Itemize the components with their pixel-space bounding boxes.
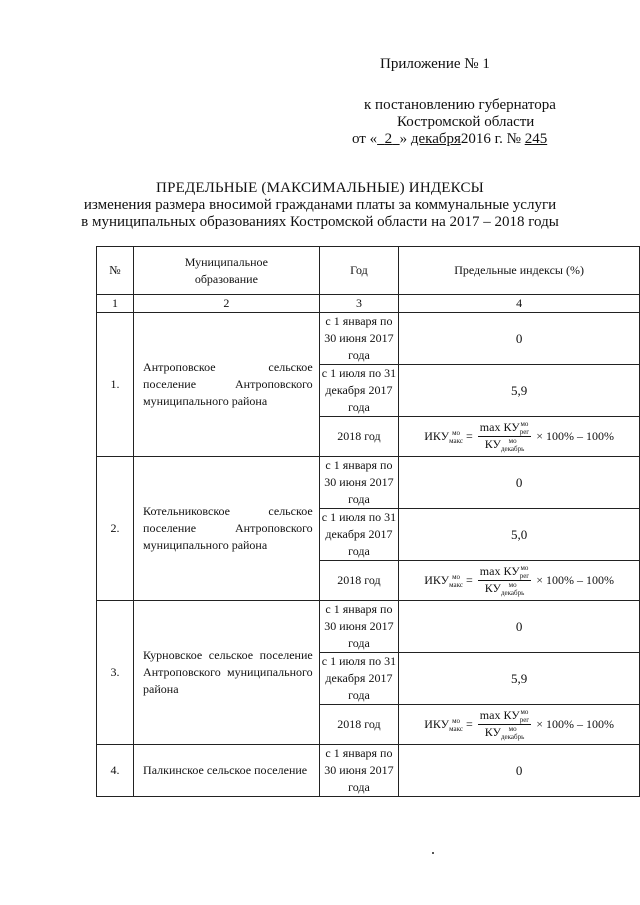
period: с 1 июля по 31 декабря 2017 года (319, 509, 399, 561)
row-number: 2. (97, 457, 134, 601)
date-prefix: от « (352, 131, 378, 147)
index-formula (399, 705, 640, 745)
formula (399, 564, 639, 598)
period: с 1 января по 30 июня 2017 года (319, 601, 399, 653)
table-row (97, 313, 640, 365)
municipality-name: Палкинское сельское поселение (134, 745, 320, 797)
scan-speck (432, 852, 434, 854)
annex-line-1: к постановлению губернатора (364, 97, 556, 113)
col-number: 4 (399, 295, 640, 313)
row-number: 4. (97, 745, 134, 797)
municipality-name: Антроповское сельское поселение Антроповского муниципального района (134, 313, 320, 457)
formula-lhs: ИКУ мо макс (424, 428, 463, 446)
index-value: 0 (399, 745, 640, 797)
date-year: 2016 г. № (460, 131, 521, 147)
formula-eq: = (466, 717, 473, 731)
formula-lhs: ИКУ мо макс (424, 716, 463, 734)
formula-fraction: max КУ мо рег КУ мо декабрь (479, 563, 530, 598)
formula-tail: × 100% – 100% (536, 717, 614, 731)
header-municipality: Муниципальное образование (134, 247, 320, 295)
formula-tail: × 100% – 100% (536, 573, 614, 587)
heading-main: ПРЕДЕЛЬНЫЕ (МАКСИМАЛЬНЫЕ) ИНДЕКСЫ (156, 180, 484, 196)
index-formula (399, 561, 640, 601)
period: с 1 июля по 31 декабря 2017 года (319, 365, 399, 417)
index-value: 5,9 (399, 365, 640, 417)
index-value: 5,9 (399, 653, 640, 705)
annex-date-line (352, 131, 547, 148)
formula-eq: = (466, 429, 473, 443)
period: 2018 год (319, 705, 399, 745)
index-value: 0 (399, 457, 640, 509)
indices-table (96, 246, 640, 797)
table-row (97, 457, 640, 509)
period: с 1 января по 30 июня 2017 года (319, 745, 399, 797)
annex-title: Приложение № 1 (380, 56, 490, 72)
municipality-name: Курновское сельское поселение Антроповского муниципального района (134, 601, 320, 745)
date-sep: » (399, 131, 408, 147)
formula-fraction: max КУ мо рег КУ мо декабрь (479, 707, 530, 742)
table-row (97, 745, 640, 797)
table-header-row (97, 247, 640, 295)
header-indices: Предельные индексы (%) (399, 247, 640, 295)
table-row (97, 601, 640, 653)
formula (399, 708, 639, 742)
formula-tail: × 100% – 100% (536, 429, 614, 443)
formula (399, 420, 639, 454)
index-value: 0 (399, 601, 640, 653)
heading-sub-1: изменения размера вносимой гражданами платы за коммунальные услуги (83, 197, 557, 213)
formula-fraction: max КУ мо рег КУ мо декабрь (479, 419, 530, 454)
document-number: 245 (524, 131, 548, 147)
header-year: Год (319, 247, 399, 295)
municipality-name: Котельниковское сельское поселение Антроповского муниципального района (134, 457, 320, 601)
col-number: 1 (97, 295, 134, 313)
header-no: № (97, 247, 134, 295)
col-number: 3 (319, 295, 399, 313)
col-number: 2 (134, 295, 320, 313)
row-number: 1. (97, 313, 134, 457)
period: с 1 июля по 31 декабря 2017 года (319, 653, 399, 705)
formula-eq: = (466, 573, 473, 587)
date-day: 2 (384, 131, 393, 147)
period: с 1 января по 30 июня 2017 года (319, 457, 399, 509)
date-month: декабря (410, 131, 461, 147)
formula-lhs: ИКУ мо макс (424, 572, 463, 590)
annex-line-2: Костромской области (397, 114, 535, 130)
index-value: 0 (399, 313, 640, 365)
period: с 1 января по 30 июня 2017 года (319, 313, 399, 365)
index-formula (399, 417, 640, 457)
column-number-row (97, 295, 640, 313)
heading-sub-2: в муниципальных образованиях Костромской области на 2017 – 2018 годы (81, 214, 559, 230)
index-value: 5,0 (399, 509, 640, 561)
period: 2018 год (319, 417, 399, 457)
row-number: 3. (97, 601, 134, 745)
period: 2018 год (319, 561, 399, 601)
